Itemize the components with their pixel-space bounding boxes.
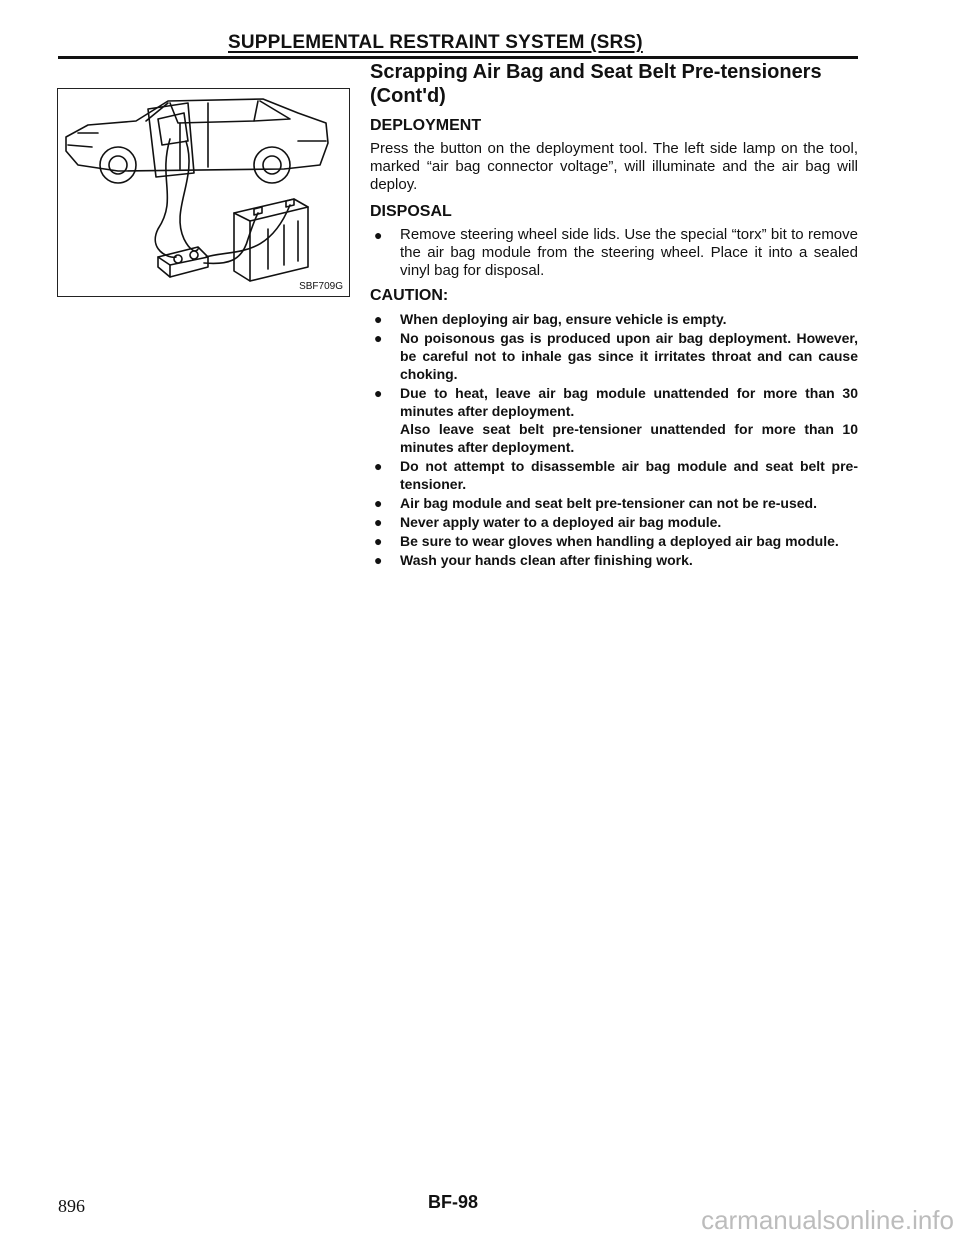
bullet-icon: ● [374, 495, 383, 511]
disposal-list [370, 226, 858, 280]
caution-item-text: Never apply water to a deployed air bag module. [400, 514, 722, 530]
page-number: 896 [58, 1196, 85, 1216]
caution-item [370, 513, 858, 531]
deployment-paragraph: Press the button on the deployment tool. The left side lamp on the tool, marked “air bag connector voltage”, will illuminate and the air bag will deploy. [370, 140, 858, 193]
page-code: BF-98 [428, 1192, 479, 1212]
bullet-icon: ● [374, 552, 383, 568]
caution-item-text: No poisonous gas is produced upon air bag deployment. However, be careful not to inhale gas since it irritates throat and can cause choking. [400, 330, 858, 382]
caution-item-text: Due to heat, leave air bag module unattended for more than 30 minutes after deployment. [400, 385, 858, 419]
bullet-icon: ● [374, 533, 383, 549]
bullet-icon: ● [374, 458, 383, 474]
caution-item-text: Be sure to wear gloves when handling a deployed air bag module. [400, 533, 839, 549]
caution-item [370, 494, 858, 512]
section-title-line-1: Scrapping Air Bag and Seat Belt Pre-tensioners [370, 61, 822, 83]
caution-item-text: Do not attempt to disassemble air bag module and seat belt pre-tensioner. [400, 458, 858, 492]
bullet-icon: ● [374, 311, 383, 327]
section-title [370, 60, 858, 108]
caution-item [370, 329, 858, 383]
caution-item-text: Air bag module and seat belt pre-tensioner can not be re-used. [400, 495, 817, 511]
caution-item [370, 551, 858, 569]
figure-label: SBF709G [299, 281, 343, 292]
caution-item-text: Also leave seat belt pre-tensioner unattended for more than 10 minutes after deployment. [400, 421, 858, 455]
caution-item [370, 310, 858, 328]
bullet-icon: ● [374, 330, 383, 346]
car-battery-illustration [58, 89, 349, 296]
disposal-item [370, 226, 858, 280]
section-title-line-2: (Cont'd) [370, 85, 446, 107]
figure-illustration [57, 88, 350, 297]
caution-list [370, 310, 858, 569]
caution-item-text: When deploying air bag, ensure vehicle is empty. [400, 311, 727, 327]
caution-item [370, 384, 858, 456]
page-header-title: SUPPLEMENTAL RESTRAINT SYSTEM (SRS) [228, 32, 643, 53]
deployment-heading: DEPLOYMENT [370, 117, 482, 134]
disposal-item-text: Remove steering wheel side lids. Use the special “torx” bit to remove the air bag module from the steering wheel. Place it into a sealed vinyl bag for disposal. [400, 226, 858, 279]
caution-heading: CAUTION: [370, 287, 449, 304]
caution-item [370, 457, 858, 493]
bullet-icon: ● [374, 514, 383, 530]
disposal-heading: DISPOSAL [370, 203, 452, 220]
bullet-icon: ● [374, 385, 383, 401]
header-rule [58, 56, 858, 59]
caution-item-text: Wash your hands clean after finishing work. [400, 552, 693, 568]
caution-item [370, 532, 858, 550]
main-content [370, 60, 858, 570]
watermark: carmanualsonline.info [701, 1205, 954, 1235]
bullet-icon: ● [374, 227, 383, 243]
